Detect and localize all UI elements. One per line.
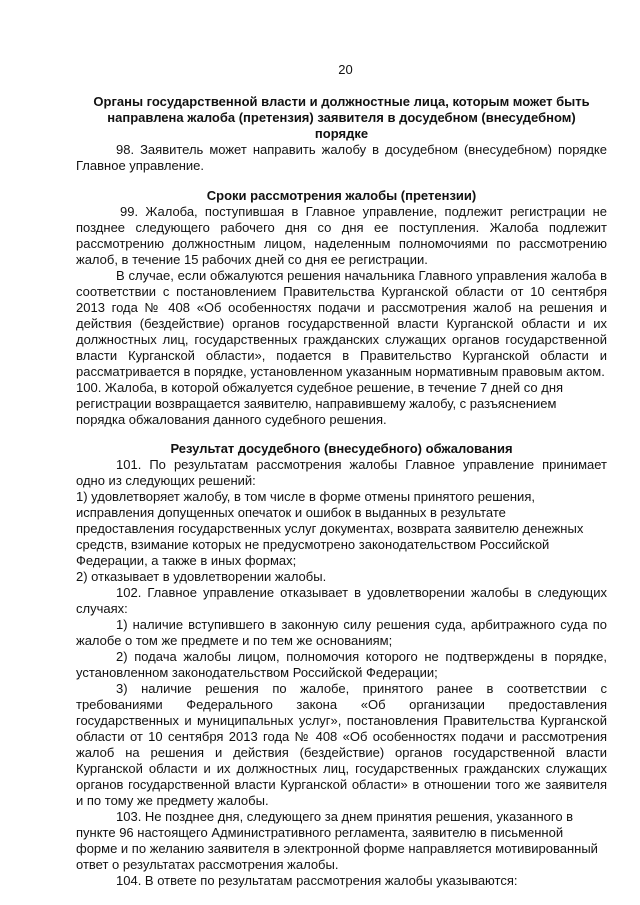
paragraph-104: 104. В ответе по результатам рассмотрения жалобы указываются: (116, 873, 518, 888)
paragraph-102-item-1: 1) наличие вступившего в законную силу решения суда, арбитражного суда по жалобе о том же предмете и по тем же основаниям; (76, 617, 607, 648)
paragraph-102-item-2: 2) подача жалобы лицом, полномочия которого не подтверждены в порядке, установленном законодательством Российской Федерации; (76, 649, 607, 680)
section-heading-terms: Сроки рассмотрения жалобы (претензии) (206, 188, 477, 203)
paragraph-101-item-1: 1) удовлетворяет жалобу, в том числе в форме отмены принятого решения, исправления допущенных опечаток и ошибок в выданных в результате предоставления государственных услуг документах, возврата заявителю денежных средств, взимание которых не предусмотрено законодательством Российской Федерации, а также в иных формах; (76, 489, 584, 568)
paragraph-100: 100. Жалоба, в которой обжалуется судебное решение, в течение 7 дней со дня регистрации возвращается заявителю, направившему жалобу, с разъяснением порядка обжалования данного судебного решения. (76, 380, 564, 427)
paragraph-102: 102. Главное управление отказывает в удовлетворении жалобы в следующих случаях: (76, 585, 607, 616)
paragraph-101: 101. По результатам рассмотрения жалобы Главное управление принимает одно из следующих решений: (76, 457, 607, 488)
section-heading-authorities: Органы государственной власти и должностные лица, которым может быть направлена жалоба (претензия) заявителя в досудебном (внесудебном) порядке (93, 94, 590, 141)
paragraph-103: 103. Не позднее дня, следующего за днем принятия решения, указанного в пункте 96 настоящего Административного регламента, заявителю в письменной форме и по желанию заявителя в электронной форме направляется мотивированный ответ о результатах рассмотрения жалобы. (76, 809, 598, 872)
paragraph-98: 98. Заявитель может направить жалобу в досудебном (внесудебном) порядке Главное управление. (76, 142, 607, 173)
paragraph-99: 99. Жалоба, поступившая в Главное управление, подлежит регистрации не позднее следующего рабочего дня со дня ее поступления. Жалоба подлежит рассмотрению должностным лицом, наделенным полномочиями по рассмотрению жалоб, в течение 15 рабочих дней со дня ее регистрации. (76, 204, 607, 267)
paragraph-102-item-3: 3) наличие решения по жалобе, принятого ранее в соответствии с требованиями Федерального закона «Об организации предоставления государственных и муниципальных услуг», постановления Правительства Курганской области от 10 сентября 2013 года № 408 «Об особенностях подачи и рассмотрения жалоб на решения и действия (бездействие) органов государственной власти Курганской области и их должностных лиц, государственных гражданских служащих органов государственной власти Курганской области» в отношении того же заявителя и по тому же предмету жалобы. (76, 681, 607, 808)
paragraph-99-continued: В случае, если обжалуются решения начальника Главного управления жалоба в соответствии с постановлением Правительства Курганской области от 10 сентября 2013 года № 408 «Об особенностях подачи и рассмотрения жалоб на решения и действия (бездействие) органов государственной власти Курганской области и их должностных лиц, государственных гражданских служащих органов государственной власти Курганской области», подается в Правительство Курганской области и рассматривается в порядке, установленном указанным нормативным правовым актом. (76, 268, 607, 379)
section-heading-result: Результат досудебного (внесудебного) обжалования (170, 441, 513, 456)
page-number: 20 (338, 62, 353, 77)
paragraph-101-item-2: 2) отказывает в удовлетворении жалобы. (76, 569, 327, 584)
